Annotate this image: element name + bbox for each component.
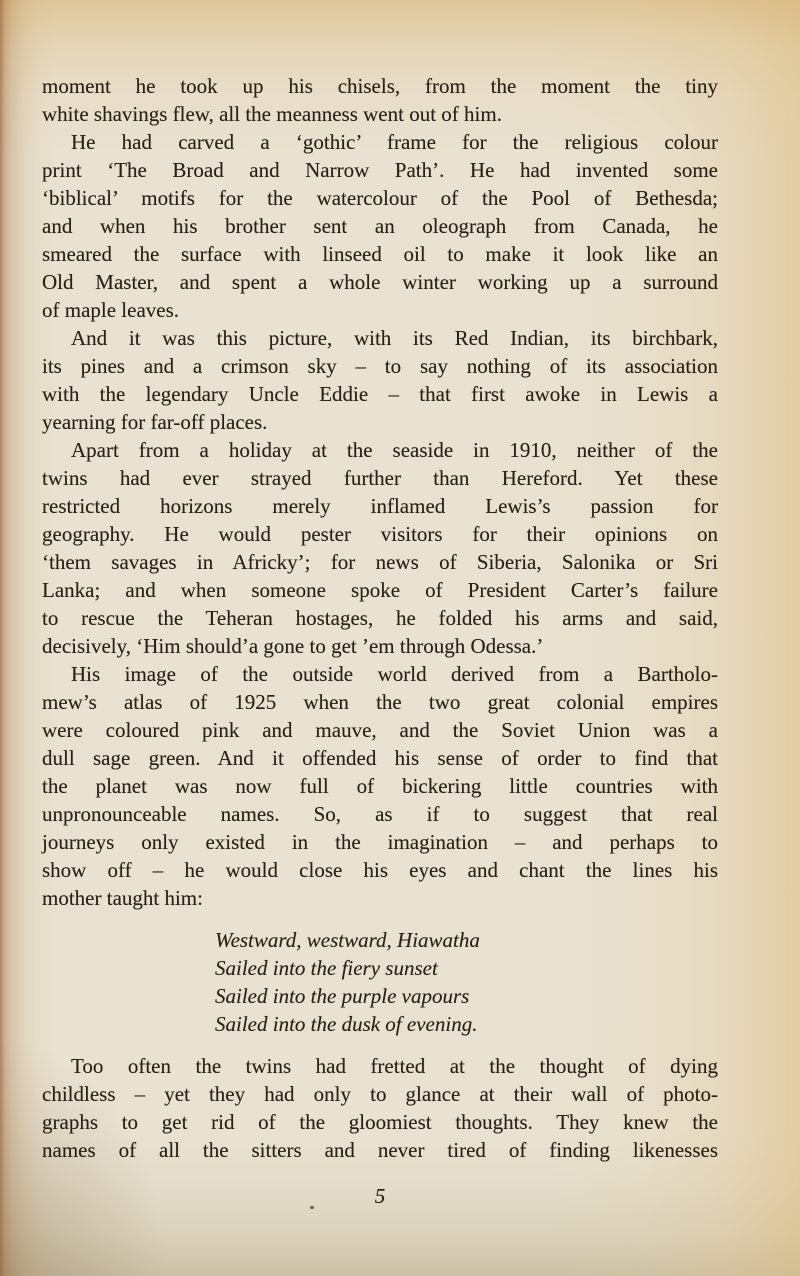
paragraph xyxy=(42,128,718,324)
text-line: Too often the twins had fretted at the thought of dying xyxy=(71,1054,718,1078)
paragraph xyxy=(42,72,718,128)
text-line: moment he took up his chisels, from the moment the tiny xyxy=(42,74,718,98)
text-line: And it was this picture, with its Red Indian, its birchbark, xyxy=(71,326,718,350)
text-line: journeys only existed in the imagination – and perhaps to xyxy=(42,830,718,854)
text-line: graphs to get rid of the gloomiest thoughts. They knew the xyxy=(42,1110,718,1134)
text-line: twins had ever strayed further than Hereford. Yet these xyxy=(42,466,718,490)
paragraph xyxy=(42,1052,718,1164)
page-number: 5 xyxy=(374,1184,386,1208)
page-text xyxy=(42,72,718,1164)
text-line: decisively, ‘Him should’a gone to get ’em through Odessa.’ xyxy=(42,634,544,658)
text-line: Apart from a holiday at the seaside in 1910, neither of the xyxy=(71,438,718,462)
text-line: of maple leaves. xyxy=(42,298,180,322)
text-line: Old Master, and spent a whole winter working up a surround xyxy=(42,270,718,294)
text-line: Sailed into the purple vapours xyxy=(215,984,470,1008)
text-line: Sailed into the fiery sunset xyxy=(215,956,438,980)
text-line: restricted horizons merely inflamed Lewis’s passion for xyxy=(42,494,718,518)
text-line: the planet was now full of bickering little countries with xyxy=(42,774,718,798)
text-line: yearning for far-off places. xyxy=(42,410,268,434)
text-line: to rescue the Teheran hostages, he folded his arms and said, xyxy=(42,606,718,630)
text-line: Lanka; and when someone spoke of President Carter’s failure xyxy=(42,578,718,602)
text-line: show off – he would close his eyes and chant the lines his xyxy=(42,858,718,882)
text-line: His image of the outside world derived from a Bartholo- xyxy=(71,662,718,686)
text-line: childless – yet they had only to glance at their wall of photo- xyxy=(42,1082,718,1106)
text-line: dull sage green. And it offended his sense of order to find that xyxy=(42,746,718,770)
paragraph xyxy=(42,324,718,436)
text-line: names of all the sitters and never tired of finding likenesses xyxy=(42,1138,718,1162)
text-line: ‘biblical’ motifs for the watercolour of the Pool of Bethesda; xyxy=(42,186,718,210)
text-line: white shavings flew, all the meanness went out of him. xyxy=(42,102,502,126)
poem-verse xyxy=(215,926,718,1038)
paragraph xyxy=(42,660,718,912)
text-line: Westward, westward, Hiawatha xyxy=(215,928,480,952)
text-line: Sailed into the dusk of evening. xyxy=(215,1012,478,1036)
text-line: print ‘The Broad and Narrow Path’. He had invented some xyxy=(42,158,718,182)
text-line: mother taught him: xyxy=(42,886,203,910)
text-line: its pines and a crimson sky – to say nothing of its association xyxy=(42,354,718,378)
text-line: and when his brother sent an oleograph from Canada, he xyxy=(42,214,718,238)
text-line: He had carved a ‘gothic’ frame for the religious colour xyxy=(71,130,718,154)
text-line: with the legendary Uncle Eddie – that first awoke in Lewis a xyxy=(42,382,718,406)
text-line: ‘them savages in Africky’; for news of Siberia, Salonika or Sri xyxy=(42,550,718,574)
text-line: mew’s atlas of 1925 when the two great colonial empires xyxy=(42,690,718,714)
text-line: were coloured pink and mauve, and the Soviet Union was a xyxy=(42,718,718,742)
text-line: geography. He would pester visitors for their opinions on xyxy=(42,522,718,546)
paragraph xyxy=(42,436,718,660)
text-line: smeared the surface with linseed oil to make it look like an xyxy=(42,242,718,266)
text-line: unpronounceable names. So, as if to suggest that real xyxy=(42,802,718,826)
